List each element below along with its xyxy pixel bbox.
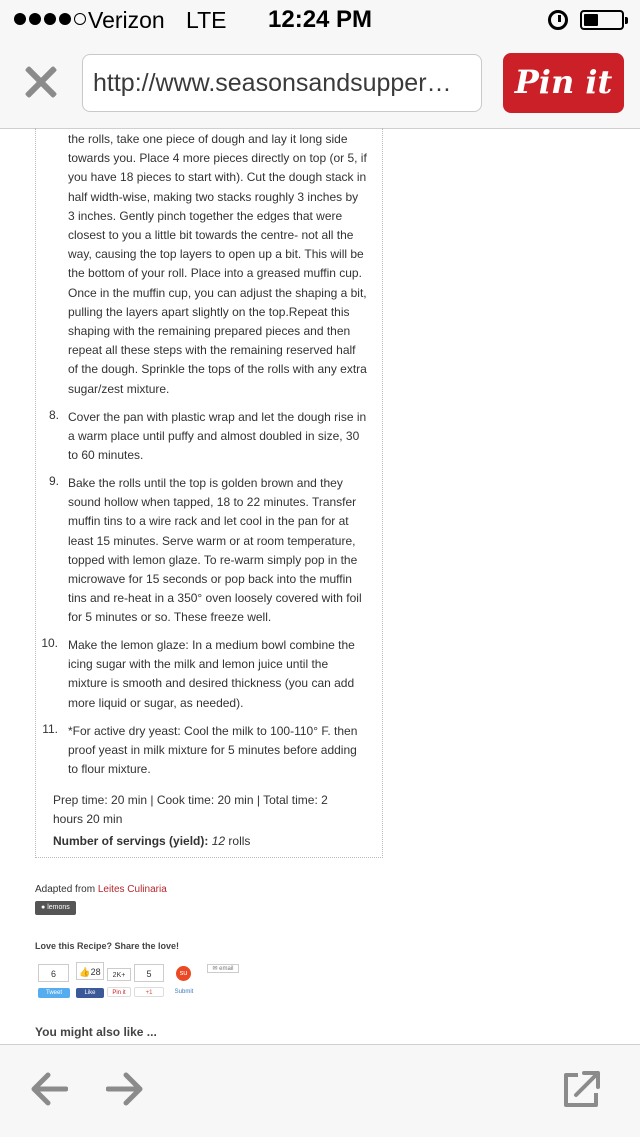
signal-dot [74, 13, 86, 25]
signal-dot [14, 13, 26, 25]
attribution-link[interactable]: Leites Culinaria [97, 884, 167, 895]
attribution [35, 884, 167, 895]
signal-dot [59, 13, 71, 25]
step-text: Make the lemon glaze: In a medium bowl combine the icing sugar with the milk and lemon juice until the mixture is smooth and desired thickness (you can add more liquid or sugar, as needed). [68, 638, 355, 710]
signal-dot [44, 13, 56, 25]
tag-label: lemons [47, 904, 70, 911]
forward-arrow-icon[interactable] [106, 1071, 146, 1107]
tag-lemons[interactable]: ● lemons [35, 901, 76, 915]
like-label: Like [84, 990, 96, 996]
battery-fill [584, 14, 598, 26]
alarm-icon [548, 10, 568, 30]
email-label: email [219, 966, 234, 972]
stumbleupon-submit-button[interactable] [170, 987, 198, 997]
gplus-label: +1 [145, 990, 153, 996]
yield-value: 12 [211, 834, 226, 848]
tweet-button[interactable] [38, 988, 70, 998]
step-number: 10. [41, 636, 58, 650]
facebook-count: 👍28 [76, 962, 104, 980]
step-number: 11. [42, 722, 58, 736]
pin-it-button[interactable]: Pin it [503, 53, 624, 113]
close-icon[interactable] [20, 62, 60, 102]
step-number: 8. [48, 408, 59, 422]
recipe-yield [53, 834, 250, 848]
email-share-button[interactable]: ✉ email [207, 964, 239, 973]
page-content [0, 128, 640, 1044]
signal-dot [29, 13, 41, 25]
browser-bottom-bar [0, 1044, 640, 1137]
step-text: Cover the pan with plastic wrap and let the dough rise in a warm place until puffy and almost doubled in size, 30 to 60 minutes. [68, 410, 367, 463]
battery-icon [580, 10, 624, 30]
facebook-like-button[interactable] [76, 988, 104, 998]
clock: 12:24 PM [268, 6, 373, 33]
step-number: 9. [48, 474, 59, 488]
related-heading: You might also like ... [35, 1025, 157, 1039]
twitter-count: 6 [38, 964, 69, 982]
pinterest-label: Pin it [112, 990, 126, 996]
recipe-times: Prep time: 20 min | Cook time: 20 min | Total time: 2 hours 20 min [53, 793, 328, 826]
share-heading: Love this Recipe? Share the love! [35, 941, 180, 951]
signal-strength-icon [14, 13, 86, 25]
step-text: *For active dry yeast: Cool the milk to 100-110° F. then proof yeast in milk mixture for 5 minutes before adding to flour mixture. [68, 724, 358, 777]
network-type: LTE [186, 7, 227, 33]
yield-label: Number of servings (yield): [53, 834, 209, 848]
status-bar [0, 0, 640, 40]
url-field[interactable]: http://www.seasonsandsupper… [82, 54, 482, 112]
browser-toolbar [0, 40, 640, 129]
tweet-label: Tweet [45, 990, 62, 996]
step-7-text: the rolls, take one piece of dough and lay it long side towards you. Place 4 more pieces directly on top (or 5, if you have 18 pieces to start with). Cut the dough stack in half width-wise, making two stacks roughly 3 inches by 3 inches. Gently pinch together the edges that were closest to you a little bit towards the centre- not all the way, causing the top layers to open up a bit. This will be the bottom of your roll. Place into a greased muffin cup. Once in the muffin cup, you can adjust the shaping a bit, pulling the layers apart slightly on the top.Repeat this shaping with the remaining prepared pieces and then repeat all these steps with the remaining reserved half of the dough. Sprinkle the tops of the rolls with any extra sugar/zest mixture. [68, 132, 367, 396]
step-text: Bake the rolls until the top is golden brown and they sound hollow when tapped, 18 to 22 minutes. Transfer muffin tins to a wire rack and let cool in the pan for at least 15 minutes. Serve warm or at room temperature, topped with lemon glaze. To re-warm simply pop in the microwave for 15 seconds or pop back into the muffin tins and re-heat in a 350° oven loosely covered with foil for 5 minutes or so. These freeze well. [68, 476, 362, 625]
facebook-count-value: 28 [90, 967, 101, 977]
pinterest-count: 2K+ [107, 968, 131, 981]
gplus-button[interactable] [134, 987, 164, 997]
carrier-name: Verizon [88, 7, 165, 33]
attribution-prefix: Adapted from [35, 884, 96, 895]
pinterest-button[interactable] [107, 987, 131, 997]
stumbleupon-icon[interactable]: su [176, 966, 191, 981]
submit-label: Submit [174, 989, 194, 995]
gplus-count: 5 [134, 964, 164, 982]
share-icon[interactable] [560, 1069, 602, 1111]
yield-unit: rolls [228, 834, 251, 848]
back-arrow-icon[interactable] [28, 1071, 68, 1107]
